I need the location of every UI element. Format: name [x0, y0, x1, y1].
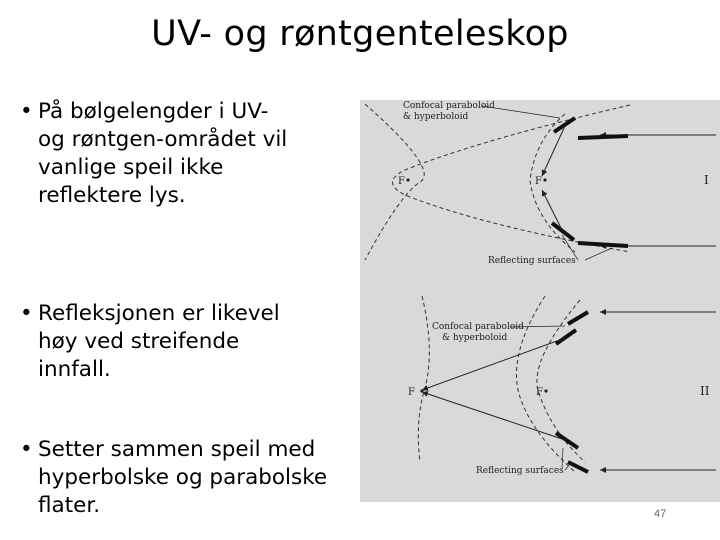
- bullet-marker: •: [20, 99, 33, 124]
- mirror-hyperboloid-bottom: [556, 433, 578, 448]
- focus-left: F: [408, 387, 415, 398]
- leader-reflecting-2: [585, 248, 612, 260]
- bullet-marker: •: [20, 301, 33, 326]
- bullet-item-1: [20, 98, 298, 210]
- page-number: 47: [654, 508, 667, 520]
- bullet-marker: •: [20, 437, 33, 462]
- leader-reflecting-1: [562, 448, 563, 468]
- label-confocal-line2: & hyperboloid: [442, 333, 508, 343]
- slide-title: UV- og røntgenteleskop: [151, 14, 569, 54]
- focus-left: F: [398, 176, 405, 187]
- mirror-hyperboloid-top: [554, 118, 575, 132]
- focus-right-dot: [543, 178, 546, 181]
- focus-left-dot: [406, 178, 409, 181]
- roman-label: I: [704, 173, 709, 187]
- dashed-paraboloid-curve: [418, 296, 429, 462]
- mirror-paraboloid-top: [578, 136, 628, 138]
- telescope-diagram: [360, 100, 720, 502]
- dashed-hyperboloid-curve: [393, 105, 631, 252]
- focus-right: F: [536, 387, 543, 398]
- leader-confocal: [482, 106, 560, 118]
- panel-one: [365, 101, 716, 266]
- mirror-paraboloid-bottom: [568, 462, 588, 472]
- panel-two: [408, 296, 716, 476]
- converging-ray-bottom: [422, 392, 565, 440]
- label-reflecting: Reflecting surfaces: [488, 256, 576, 266]
- bullet-text: Refleksjonen er likevel høy ved streifende innfall.: [38, 301, 280, 382]
- focus-right: F: [535, 176, 542, 187]
- dashed-paraboloid-curve: [365, 104, 424, 260]
- bullet-text: På bølgelengder i UV- og røntgen-området vil vanlige speil ikke reflektere lys.: [38, 99, 288, 208]
- reflected-ray-top: [542, 126, 565, 176]
- roman-label: II: [700, 384, 710, 398]
- mirror-hyperboloid-top: [556, 330, 576, 344]
- converging-ray-top: [422, 338, 565, 390]
- label-reflecting: Reflecting surfaces: [476, 466, 564, 476]
- mirror-paraboloid-top: [568, 312, 588, 324]
- label-confocal-line2: & hyperboloid: [403, 112, 469, 122]
- label-confocal: Confocal paraboloid: [432, 322, 524, 332]
- focus-left-dot: [420, 389, 423, 392]
- label-confocal: Confocal paraboloid: [403, 101, 495, 111]
- focus-right-dot: [544, 389, 547, 392]
- bullet-text: Setter sammen speil med hyperbolske og parabolske flater.: [38, 437, 328, 518]
- bullet-item-3: [20, 436, 368, 520]
- mirror-paraboloid-bottom: [578, 243, 628, 246]
- dashed-hyperboloid-curve: [517, 296, 575, 472]
- telescope-diagram-svg: [360, 100, 720, 502]
- bullet-item-2: [20, 300, 298, 384]
